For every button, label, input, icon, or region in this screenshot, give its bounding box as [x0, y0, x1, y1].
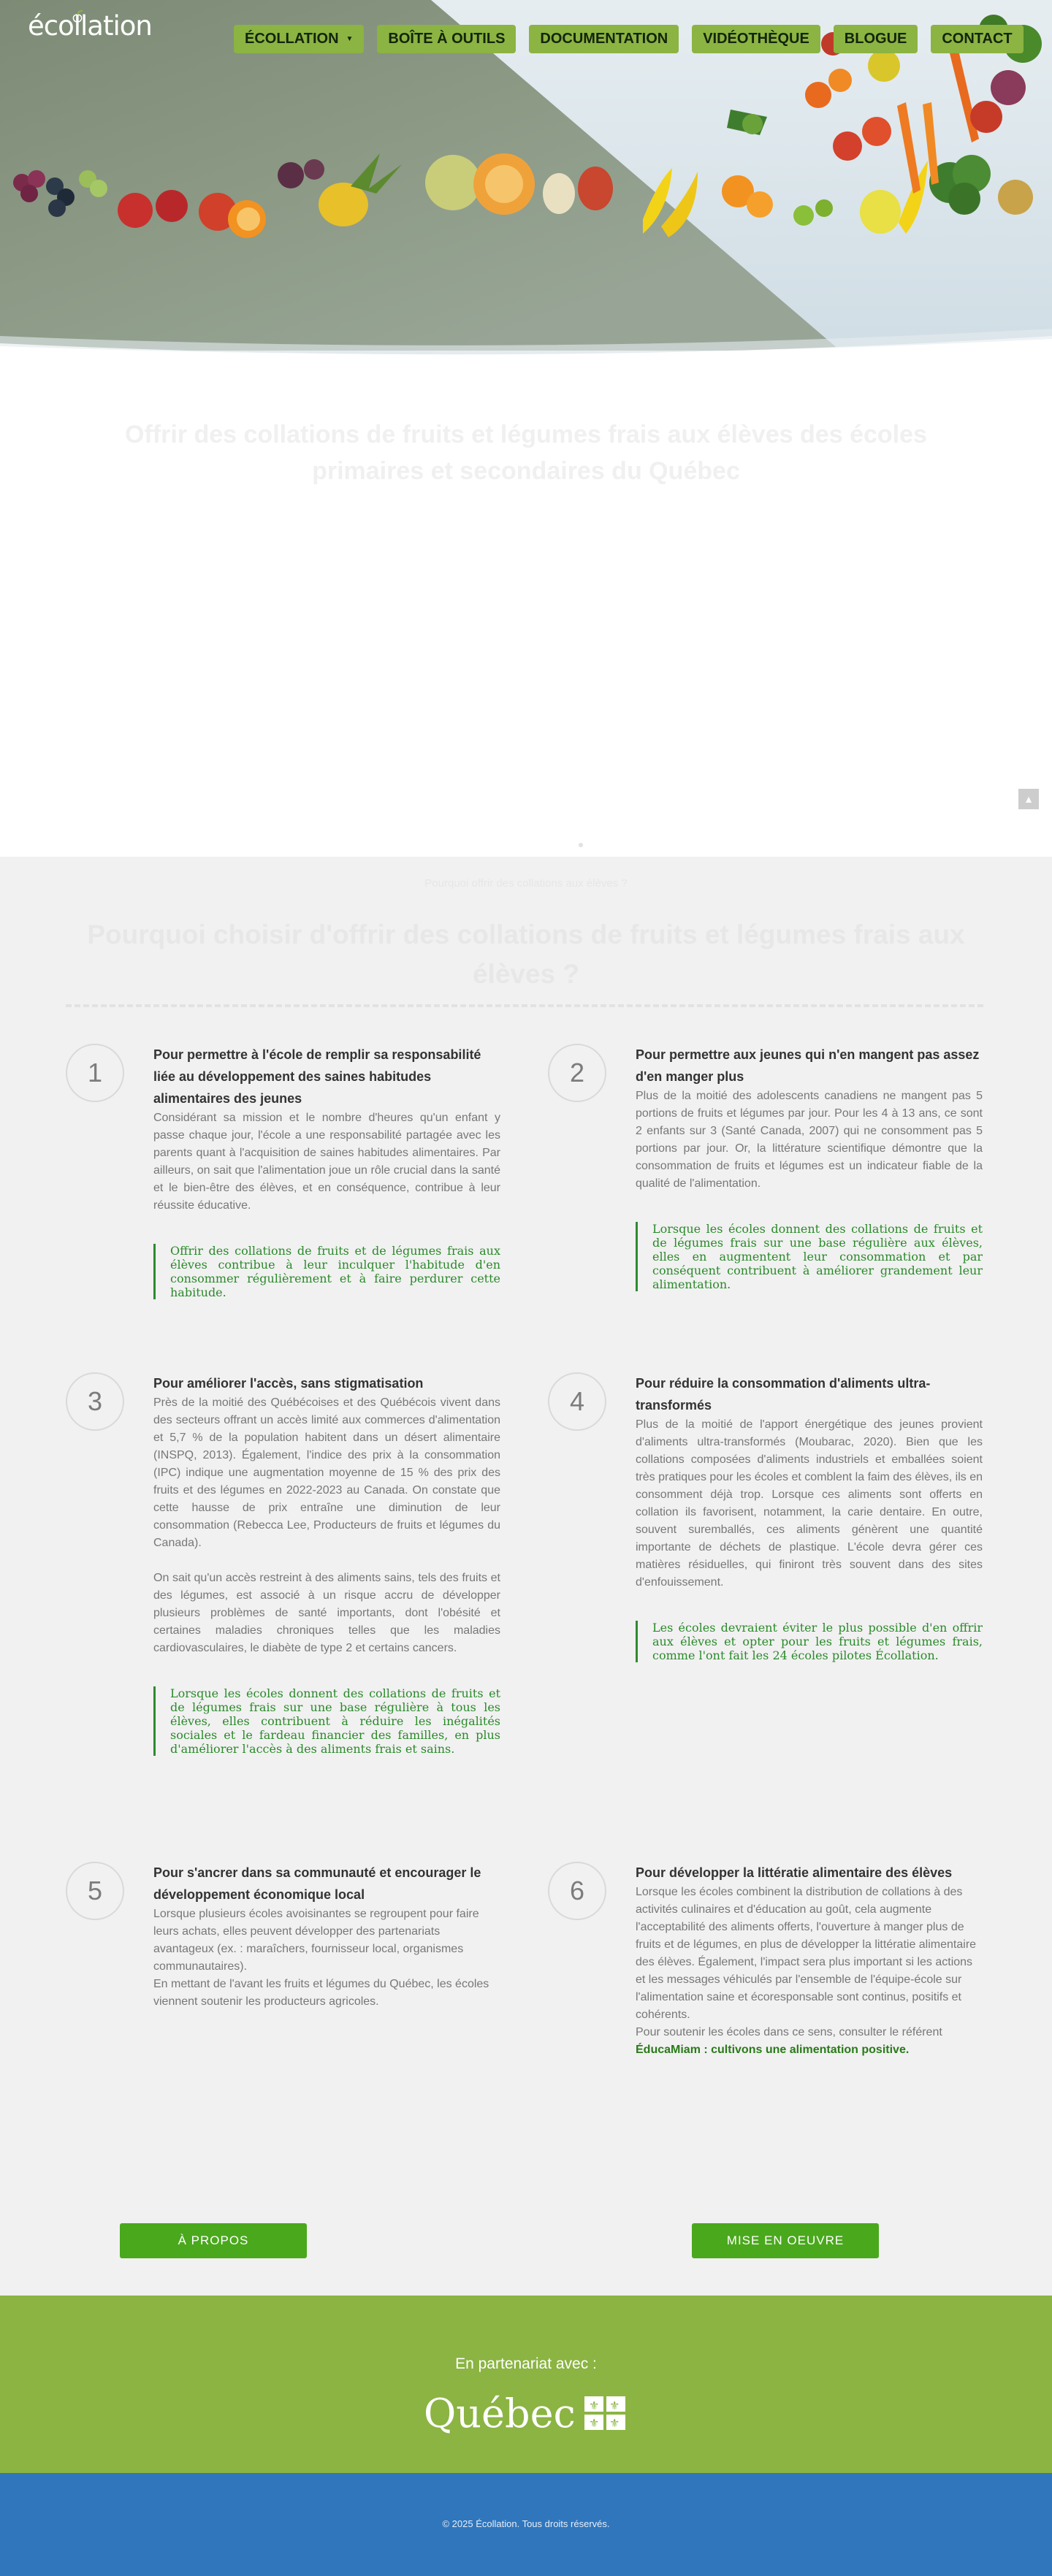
reason-text: Près de la moitié des Québécoises et des Québécois vivent dans des secteurs offrant un accès limité aux commerces d'alimentation et 5,7 % de la population habitent dans un désert alimentaire (INSPQ, 2013). Également, l'indice des prix à la consommation (IPC) indique une augmentation moyenne de 15 % des prix des fruits et des légumes en 2022-2023 au Canada. On constate que cette hausse de prix entraîne une diminution de leur consommation (Rebecca Lee, Producteurs de fruits et légumes du Canada).	[153, 1396, 500, 1549]
nav-label: BLOGUE	[844, 31, 907, 47]
nav-item-documentation[interactable]	[529, 25, 679, 53]
reason-text: Pour soutenir les écoles dans ce sens, consulter le référent	[636, 2026, 942, 2038]
logo-text: écollation	[28, 10, 152, 42]
quebec-logo-text: Québec	[424, 2390, 576, 2437]
copyright-text: © 2025 Écollation. Tous droits réservés.	[442, 2518, 610, 2529]
partner-section	[0, 2296, 1052, 2473]
video-title: Offrir des collations de fruits et légumes frais aux élèves des écoles primaires et secondaires du Québec	[125, 421, 927, 485]
reason-number: 4	[548, 1372, 606, 1431]
nav-item-blogue[interactable]	[834, 25, 918, 53]
reason-text: Plus de la moitié de l'apport énergétique des jeunes provient d'aliments ultra-transformés (Moubarac, 2020). Bien que les collations composées d'aliments industriels et emballées soient très pratiques pour les écoles et comblent la faim des élèves, ils en consomment déjà trop. Lorsque ces aliments sont offerts en collation ils favorisent, notamment, la carie dentaire. En outre, souvent suremballés, ces aliments génèrent une quantité importante de déchets de plastique. L'école devra gérer ces matières résiduelles, qui finiront très souvent dans des sites d'enfouissement.	[636, 1418, 983, 1589]
hero-wave	[0, 329, 1052, 364]
nav-label: ÉCOLLATION	[245, 31, 339, 47]
grapes-icon	[13, 170, 107, 217]
reason-quote: Lorsque les écoles donnent des collations de fruits et de légumes frais sur une base régulière à tous les élèves, elles contribuent à réduire les inégalités sociales et le fardeau financier des familles, en plus d'améliorer l'accès à des aliments frais et sains.	[153, 1686, 500, 1756]
site-logo[interactable]	[28, 10, 152, 42]
reason-quote: Les écoles devraient éviter le plus possible d'en offrir aux élèves et opter pour les fruits et légumes frais, comme l'ont fait les 24 écoles pilotes Écollation.	[636, 1621, 983, 1662]
caret-down-icon: ▼	[346, 35, 354, 43]
educamiam-link[interactable]: ÉducaMiam : cultivons une alimentation positive.	[636, 2044, 910, 2056]
pears-icon	[543, 167, 613, 214]
nav-label: VIDÉOTHÈQUE	[703, 31, 809, 47]
melon-icon	[425, 153, 535, 215]
apples-icon	[118, 190, 237, 231]
faint-subtitle: Pourquoi offrir des collations aux élèves ?	[424, 877, 628, 890]
quebec-logo[interactable]	[424, 2388, 628, 2439]
reason-title: Pour améliorer l'accès, sans stigmatisation	[153, 1376, 424, 1391]
reason-title: Pour s'ancrer dans sa communauté et encourager le développement économique local	[153, 1865, 481, 1902]
reason-title: Pour permettre aux jeunes qui n'en mangent pas assez d'en manger plus	[636, 1047, 980, 1084]
reason-title: Pour développer la littératie alimentaire des élèves	[636, 1865, 953, 1880]
video-section	[0, 364, 1052, 857]
reason-text: Considérant sa mission et le nombre d'heures qu'un enfant y passe chaque jour, l'école a une responsabilité partagée avec les parents quant à l'acquisition de saines habitudes alimentaires. Par ailleurs, on sait que l'alimentation joue un rôle crucial dans la santé et le bien-être des élèves, et en conséquence, contribue à leur réussite éducative.	[153, 1112, 500, 1212]
hero-banner	[0, 0, 1052, 364]
nav-label: CONTACT	[942, 31, 1013, 47]
section-divider	[66, 1004, 986, 1007]
reason-number: 2	[548, 1044, 606, 1102]
scroll-up-icon[interactable]: ▲	[1018, 789, 1039, 809]
svg-text:⚜: ⚜	[609, 2399, 620, 2412]
reason-number: 5	[66, 1862, 124, 1920]
carousel-dot[interactable]	[579, 843, 583, 847]
reason-text: On sait qu'un accès restreint à des aliments sains, tels des fruits et des légumes, est associé à un risque accru de développer plusieurs problèmes de santé importants, dont l'obésité et certaines maladies chroniques telles que les maladies cardiovasculaires, le diabète de type 2 et certains cancers.	[153, 1572, 500, 1654]
footer	[0, 2473, 1052, 2576]
reason-number: 1	[66, 1044, 124, 1102]
reason-text: En mettant de l'avant les fruits et légumes du Québec, les écoles viennent soutenir les producteurs agricoles.	[153, 1978, 489, 2008]
nav-item-videotheque[interactable]	[692, 25, 820, 53]
svg-text:⚜: ⚜	[609, 2416, 620, 2430]
bananas-icon	[643, 168, 698, 237]
why-section	[0, 857, 1052, 2296]
nav-item-contact[interactable]	[931, 25, 1023, 53]
reason-text: Lorsque plusieurs écoles avoisinantes se regroupent pour faire leurs achats, elles peuvent développer des partenariats avantageux (ex. : maraîchers, fournisseur local, organismes communautaires).	[153, 1908, 479, 1973]
reason-title: Pour réduire la consommation d'aliments ultra-transformés	[636, 1376, 931, 1413]
reason-title: Pour permettre à l'école de remplir sa responsabilité liée au développement des saines habitudes alimentaires des jeunes	[153, 1047, 481, 1106]
svg-text:⚜: ⚜	[589, 2416, 600, 2430]
apple-leaf-icon	[70, 9, 85, 23]
reason-number: 3	[66, 1372, 124, 1431]
section-title: Pourquoi choisir d'offrir des collations de fruits et légumes frais aux élèves ?	[87, 920, 965, 989]
main-navigation	[234, 25, 1024, 53]
figs-icon	[278, 159, 324, 188]
nav-item-boite-a-outils[interactable]	[377, 25, 516, 53]
nav-label: DOCUMENTATION	[540, 31, 668, 47]
reason-number: 6	[548, 1862, 606, 1920]
reason-text: Lorsque les écoles combinent la distribution de collations à des activités culinaires et d'éducation au goût, cela augmente l'acceptabilité des aliments offerts, l'ouverture à manger plus de fruits et de légumes, en plus de développer la littératie alimentaire des élèves. Également, l'impact sera plus important si les actions et les messages véhiculés par l'ensemble de l'équipe-école sur l'alimentation saine et écoresponsable sont continus, positifs et cohérents.	[636, 1886, 977, 2021]
fleur-de-lis-flag-icon	[584, 2396, 625, 2430]
svg-text:⚜: ⚜	[589, 2399, 600, 2412]
nav-item-ecollation[interactable]	[234, 25, 364, 53]
pineapple-icon	[319, 153, 402, 226]
hero-fruits-illustration	[0, 0, 1052, 364]
reason-text: Plus de la moitié des adolescents canadiens ne mangent pas 5 portions de fruits et légumes par jour. Pour les 4 à 13 ans, ce sont 2 enfants sur 3 (Santé Canada, 2007) qui ne consomment pas 5 portions par jour. Or, la littérature scientifique démontre que la consommation de fruits et légumes est un indicateur fiable de la qualité de l'alimentation.	[636, 1090, 983, 1190]
tangerines-icon	[722, 175, 773, 218]
implement-button[interactable]: MISE EN OEUVRE	[692, 2223, 879, 2258]
about-button[interactable]: À PROPOS	[120, 2223, 307, 2258]
reason-quote: Offrir des collations de fruits et de légumes frais aux élèves contribue à leur inculquer l'habitude d'en consommer régulièrement et à faire perdurer cette habitude.	[153, 1244, 500, 1299]
oranges-icon	[228, 200, 266, 238]
nav-label: BOÎTE À OUTILS	[388, 31, 506, 47]
partner-label: En partenariat avec :	[455, 2355, 597, 2372]
reason-quote: Lorsque les écoles donnent des collations de fruits et de légumes frais sur une base régulière aux élèves, elles en augmentent leur consommation et par conséquent contribuent à améliorer grandement leur alimentation.	[636, 1222, 983, 1291]
